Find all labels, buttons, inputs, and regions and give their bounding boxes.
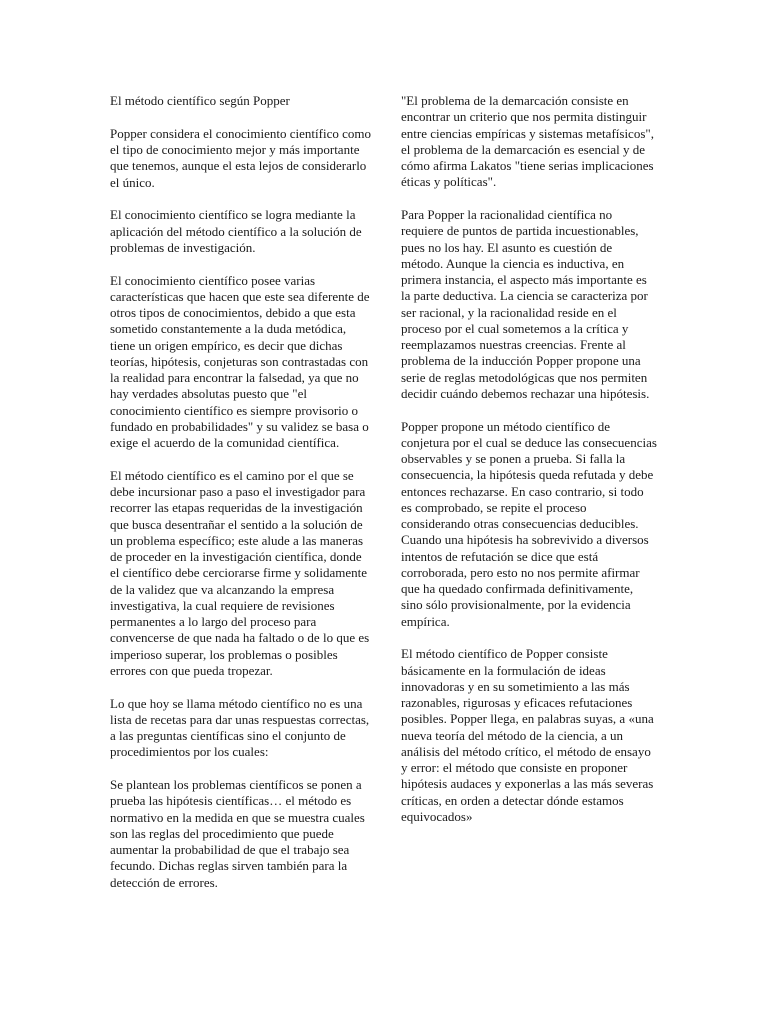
paragraph: Para Popper la racionalidad científica no requiere de puntos de partida incuestionables, pues no los hay. El asunto es cuestión de método. Aunque la ciencia es inductiva, en primera instancia, el aspecto más importante es la parte deductiva. La ciencia se caracteriza por ser racional, y la racionalidad reside en el proceso por el cual sometemos a la crítica y reemplazamos nuestras creencias. Frente al problema de la inducción Popper propone una serie de reglas metodológicas que nos permiten decidir cuándo debemos rechazar una hipótesis. xyxy=(401,207,650,401)
paragraph: "El problema de la demarcación consiste en encontrar un criterio que nos permita distinguir entre ciencias empíricas y sistemas metafísicos", el problema de la demarcación es esencial y de cómo afirma Lakatos "tiene serias implicaciones éticas y políticas". xyxy=(401,93,654,190)
paragraph: El conocimiento científico se logra mediante la aplicación del método científico a la solución de problemas de investigación. xyxy=(110,207,362,255)
paragraph: El método científico es el camino por el que se debe incursionar paso a paso el investigador para recorrer las etapas requeridas de la investigación que busca desentrañar el sentido a la solución de un problema específico; este alude a las maneras de proceder en la investigación científica, donde el científico debe cerciorarse firme y solidamente de la validez que va alcanzando la empresa investigativa, la cual requiere de revisiones permanentes a lo largo del proceso para convencerse de que nada ha faltado o de lo que es imperioso superar, los problemas o posibles errores con que pueda tropezar. xyxy=(110,467,370,678)
left-column xyxy=(110,93,372,907)
paragraph: Popper propone un método científico de conjetura por el cual se deduce las consecuencias observables y se ponen a prueba. Si falla la consecuencia, la hipótesis queda refutada y debe entonces rechazarse. En caso contrario, si todo es comprobado, se repite el proceso considerando otras consecuencias deducibles. Cuando una hipótesis ha sobrevivido a diversos intentos de refutación se dice que está corroborada, pero esto no nos permite afirmar que ha quedado confirmada definitivamente, sino sólo provisionalmente, por la evidencia empírica. xyxy=(401,418,657,629)
paragraph: El conocimiento científico posee varias características que hacen que este sea diferente de otros tipos de conocimientos, debido a que esta sometido constantemente a la duda metódica, tiene un origen empírico, es decir que dichas teorías, hipótesis, conjeturas son contrastadas con la realidad para encontrar la falsedad, ya que no hay verdades absolutas puesto que "el conocimiento científico es siempre provisorio o fundado en probabilidades" y su validez se basa o exige el acuerdo de la comunidad científica. xyxy=(110,272,370,450)
paragraph: Lo que hoy se llama método científico no es una lista de recetas para dar unas respuestas correctas, a las preguntas científicas sino el conjunto de procedimientos por los cuales: xyxy=(110,695,370,760)
paragraph: El método científico de Popper consiste básicamente en la formulación de ideas innovadoras y en su sometimiento a las más razonables, rigurosas y eficaces refutaciones posibles. Popper llega, en palabras suyas, a «una nueva teoría del método de la ciencia, a un análisis del método crítico, el método de ensayo y error: el método que consiste en proponer hipótesis audaces y exponerlas a las más severas críticas, en orden a detectar dónde estamos equivocados» xyxy=(401,646,654,824)
right-column xyxy=(401,93,657,842)
paragraph: Se plantean los problemas científicos se ponen a prueba las hipótesis científicas… el método es normativo en la medida en que se muestra cuales son las reglas del procedimiento que puede aumentar la probabilidad de que el trabajo sea fecundo. Dichas reglas sirven también para la detección de errores. xyxy=(110,777,365,890)
document-title: El método científico según Popper xyxy=(110,93,290,108)
paragraph: Popper considera el conocimiento científico como el tipo de conocimiento mejor y más importante que tenemos, aunque el esta lejos de considerarlo el único. xyxy=(110,125,371,190)
